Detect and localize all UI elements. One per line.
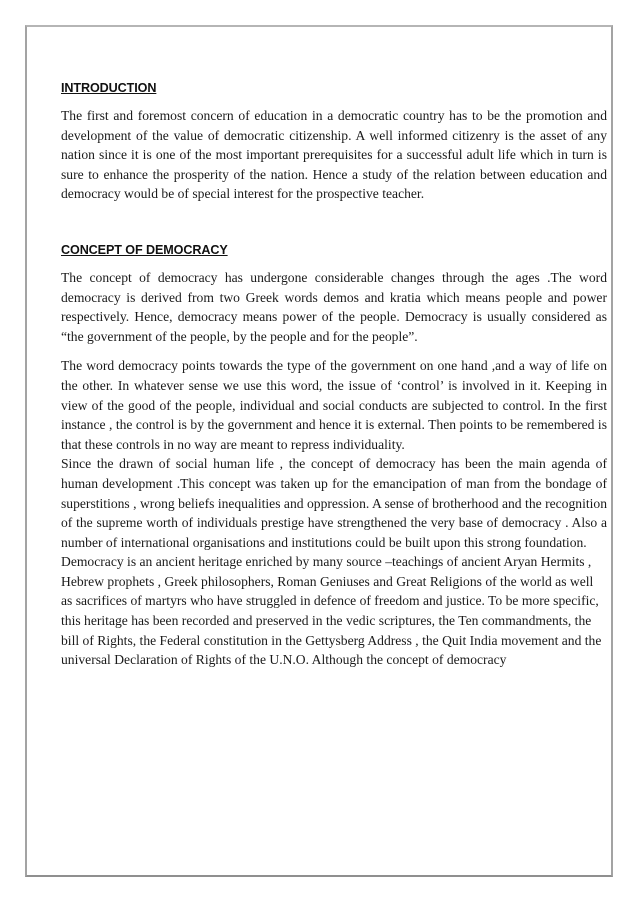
concept-paragraph-heritage: Democracy is an ancient heritage enriched by many source –teachings of ancient Aryan Hermits , Hebrew prophets , Greek philosophers, Roman Geniuses and Great Religions of the world as well as sacrifices of martyrs who have struggled in defence of freedom and justice. To be more specific, this heritage has been recorded and preserved in the vedic scriptures, the Ten commandments, the bill of Rights, the Federal constitution in the Gettysberg Address , the Quit India movement and the universal Declaration of Rights of the U.N.O. Although the concept of democracy <box>61 554 602 668</box>
section-heading-introduction: INTRODUCTION <box>61 81 157 95</box>
concept-paragraph-control: The word democracy points towards the type of the government on one hand ,and a way of life on the other. In whatever sense we use this word, the issue of ‘control’ is involved in it. Keeping in view of the good of the people, individual and social conducts are subjected to control. In the first instance , the control is by the government and hence it is external. Then points to be remembered is that these controls in no way are meant to repress individuality. <box>61 358 607 452</box>
section-heading-concept-of-democracy: CONCEPT OF DEMOCRACY <box>61 242 228 257</box>
concept-paragraph-development: Since the drawn of social human life , the concept of democracy has been the main agenda of human development .This concept was taken up for the emancipation of man from the bondage of superstitions , wrong beliefs inequalities and oppression. A sense of brotherhood and the recognition of the supreme worth of individuals prestige have strengthened the very base of democracy . Also a number of international organisations and institutions could be built upon this strong foundation. <box>61 456 607 550</box>
document-content <box>61 80 607 670</box>
concept-paragraph-origin: The concept of democracy has undergone considerable changes through the ages .The word democracy is derived from two Greek words demos and kratia which means people and power respectively. Hence, democracy means power of the people. Democracy is usually considered as “the government of the people, by the people and for the people”. <box>61 269 607 344</box>
introduction-paragraph: The first and foremost concern of education in a democratic country has to be the promotion and development of the value of democratic citizenship. A well informed citizenry is the asset of any nation since it is one of the most important prerequisites for a successful adult life which in turn is sure to enhance the prosperity of the nation. Hence a study of the relation between education and democracy would be of special interest for the prospective teacher. <box>61 108 607 202</box>
